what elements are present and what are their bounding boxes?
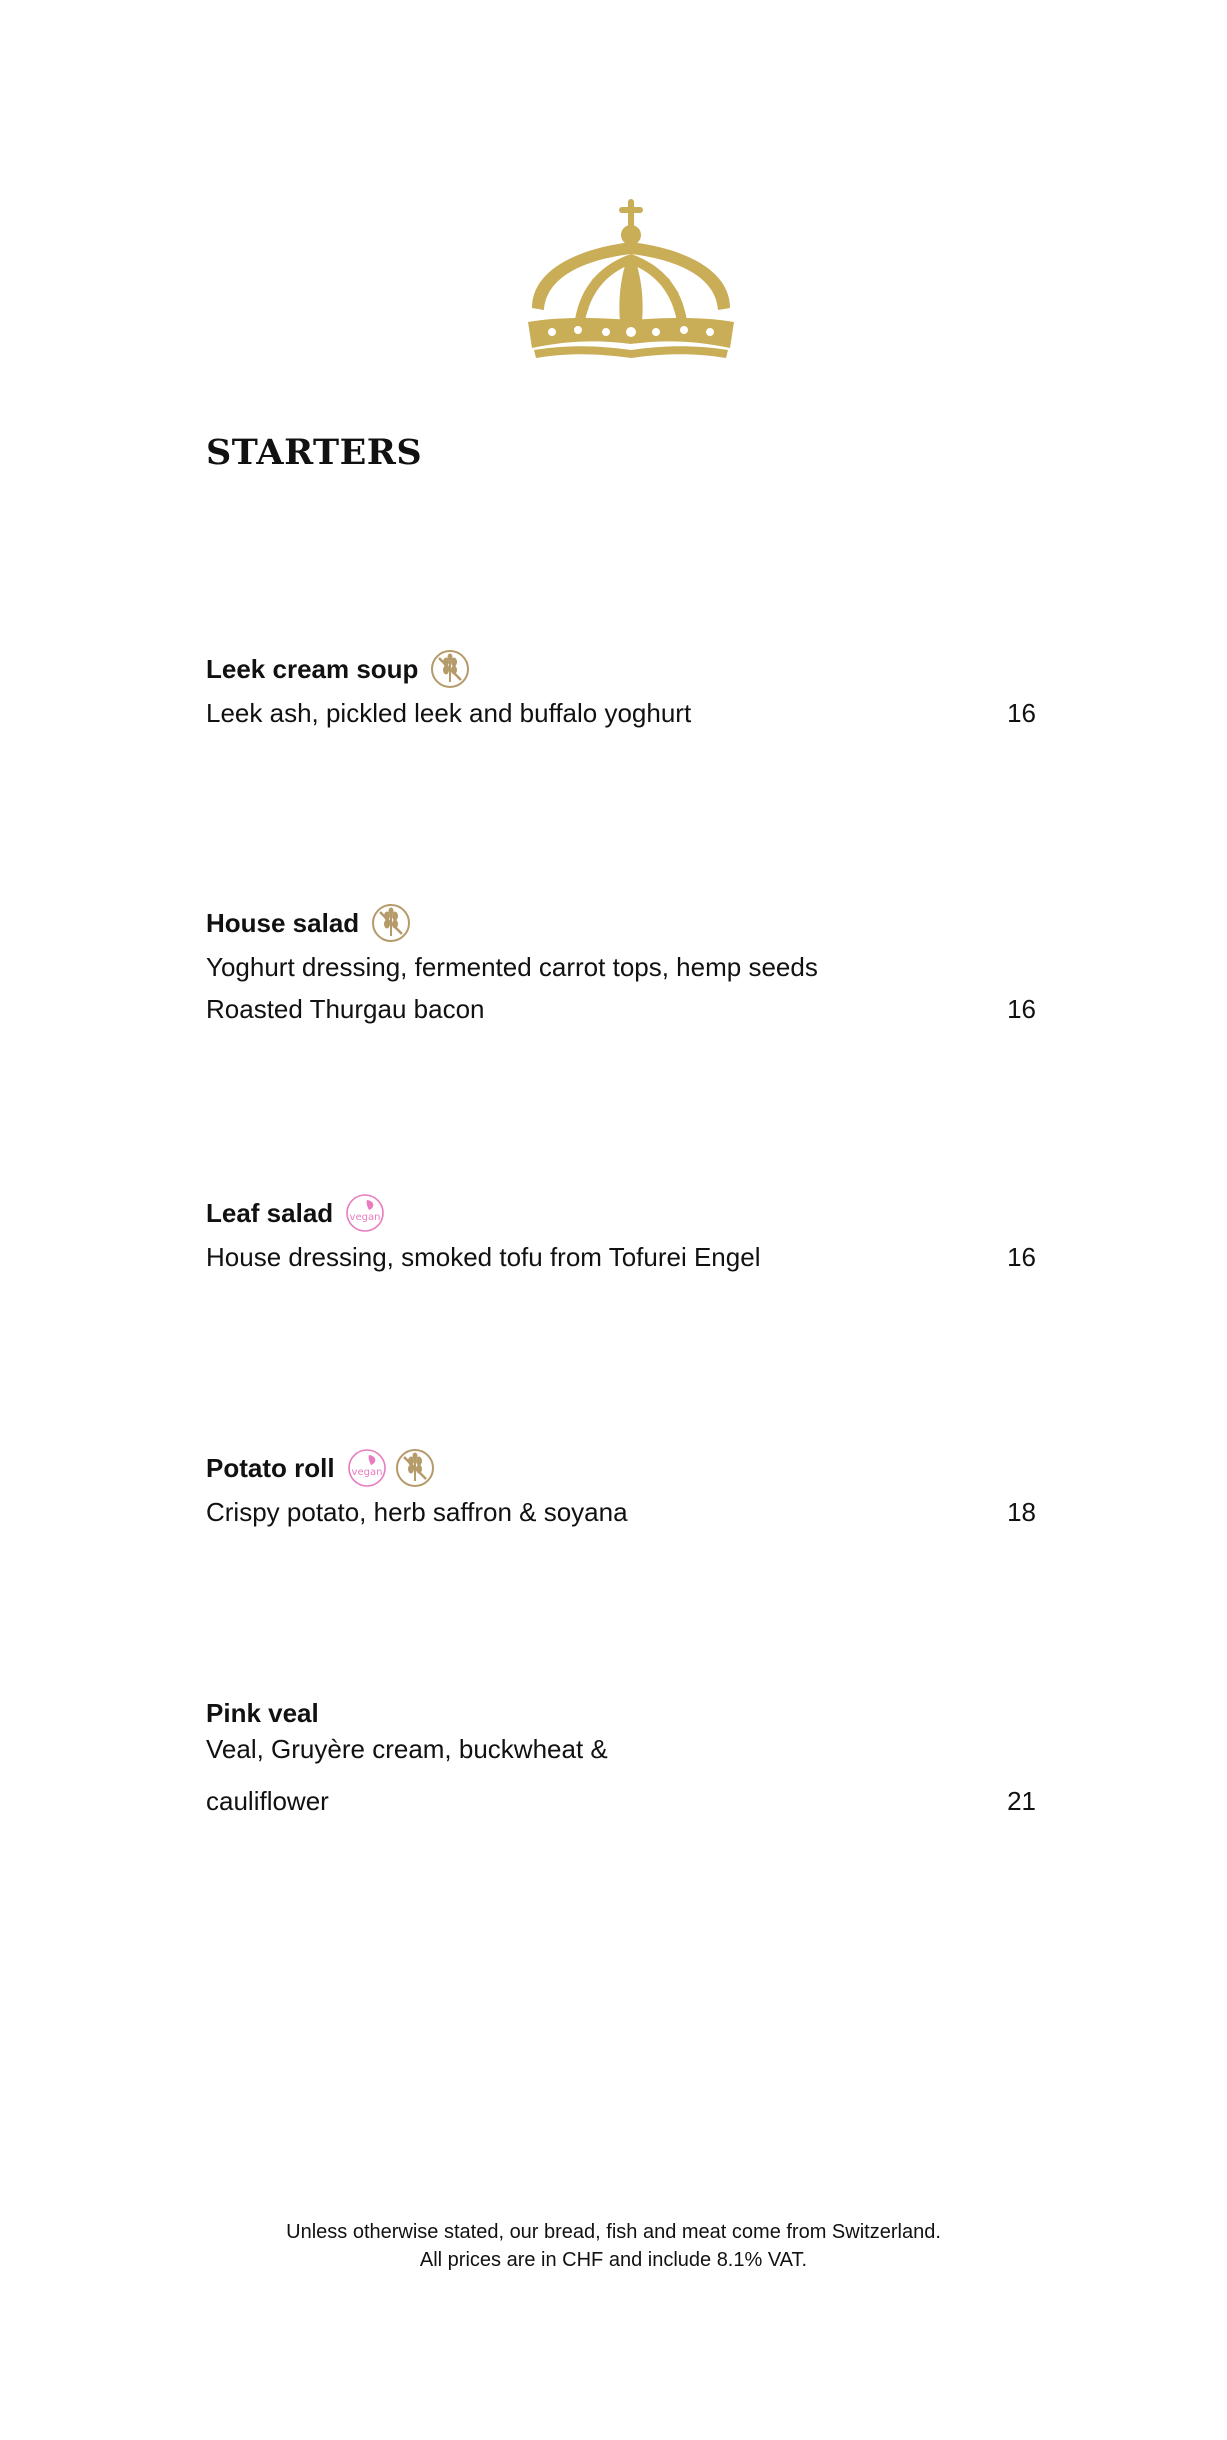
dish-price: 16 [1007,698,1036,728]
dish-description: House dressing, smoked tofu from Tofurei Engel [206,1242,761,1272]
gluten-free-icon [395,1448,435,1488]
dish-name: Leaf salad [206,1197,334,1228]
menu-item [206,900,1036,1030]
dish-name: Pink veal [206,1697,319,1728]
dish-description: Veal, Gruyère cream, buckwheat & [206,1734,608,1764]
dish-name: Leek cream soup [206,653,419,684]
dish-price: 16 [1007,1242,1036,1272]
dish-description: cauliflower [206,1786,329,1816]
vegan-label: vegan [349,1212,381,1223]
dish-price: 21 [1007,1786,1036,1816]
menu-item [206,1445,1036,1533]
dish-description: Leek ash, pickled leek and buffalo yoghurt [206,698,692,728]
dish-description: Yoghurt dressing, fermented carrot tops, hemp seeds [206,952,818,982]
dish-price: 18 [1007,1497,1036,1527]
footer-note [0,2218,1227,2274]
dish-description: Roasted Thurgau bacon [206,994,485,1024]
dish-price: 16 [1007,994,1036,1024]
vegan-label: vegan [351,1467,383,1478]
gluten-free-icon [430,649,470,689]
menu-item [206,1190,1036,1278]
vegan-icon [345,1193,385,1233]
footer-vat-note: All prices are in CHF and include 8.1% VAT. [419,2249,808,2271]
section-title: STARTERS [206,432,423,473]
menu-item [206,1694,1036,1822]
gluten-free-icon [371,903,411,943]
crown-icon [522,198,740,364]
vegan-icon [347,1448,387,1488]
footer-origin-note: Unless otherwise stated, our bread, fish and meat come from Switzerland. [286,2221,941,2243]
menu-item [206,646,1036,734]
dish-description: Crispy potato, herb saffron & soyana [206,1497,628,1527]
dish-name: House salad [206,907,360,938]
dish-name: Potato roll [206,1452,335,1483]
